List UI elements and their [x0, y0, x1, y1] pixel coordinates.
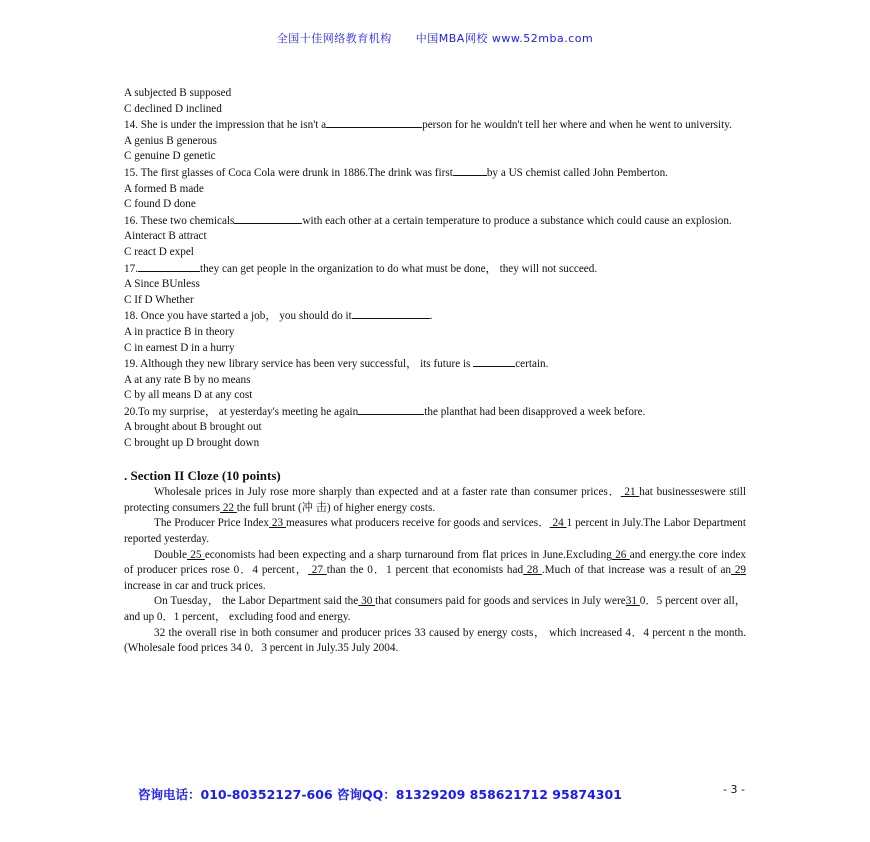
cloze-paragraph-2	[124, 516, 746, 547]
p4-text-c: 0．5 percent over all， and up 0．1 percent， excluding food and energy.	[124, 595, 747, 623]
q16-stem-post: with each other at a certain temperature to produce a substance which could cause an explosion.	[302, 214, 732, 227]
q15-stem	[124, 165, 746, 182]
blank-26: 26	[611, 548, 630, 561]
p3-text-c: and energy.the core index of producer prices rose 0．4 percent，	[124, 548, 747, 577]
q20-stem	[124, 404, 746, 421]
q19-stem	[124, 356, 746, 373]
p4-text-b: that consumers paid for goods and services in July were	[375, 595, 626, 608]
cloze-paragraph-4	[124, 594, 746, 625]
q20-options-ab: A brought about B brought out	[124, 421, 262, 434]
q16-options-cd: C react D expel	[124, 245, 194, 258]
p1-text-b: hat businesseswere still protecting consumers	[124, 486, 747, 514]
p2-text-c: 1 percent in July.The Labor Department reported yesterday.	[124, 517, 746, 546]
blank-23: 23	[268, 517, 286, 530]
q18-options-cd: C in earnest D in a hurry	[124, 341, 235, 354]
q16-blank	[234, 213, 302, 224]
q15-stem-pre: 15. The first glasses of Coca Cola were drunk in 1886.The drink was first	[124, 166, 453, 179]
q17-blank	[138, 261, 200, 272]
q18-options-ab: A in practice B in theory	[124, 325, 235, 338]
blank-21: 21	[620, 486, 640, 499]
blank-28: 28	[523, 564, 542, 577]
p3-text-b: economists had been expecting and a sharp turnaround from flat prices in June.Excluding	[204, 548, 612, 561]
p2-text-b: measures what producers receive for goods and services．	[286, 517, 550, 530]
cloze-paragraph-3	[124, 548, 746, 595]
q15-options-ab: A formed B made	[124, 182, 204, 195]
p1-text-a: Wholesale prices in July rose more sharply than expected and at a faster rate than consumer prices．	[154, 486, 621, 499]
q15-blank	[453, 165, 487, 176]
q20-options-cd: C brought up D brought down	[124, 437, 260, 450]
q17-stem-pre: 17.	[124, 262, 138, 275]
blank-25: 25	[186, 548, 205, 561]
q14-options-cd: C genuine D genetic	[124, 150, 216, 163]
q20-blank	[358, 404, 424, 415]
q15-stem-post: by a US chemist called John Pemberton.	[486, 166, 668, 179]
section-title: . Section II Cloze (10 points)	[124, 467, 281, 483]
q14-stem-pre: 14. She is under the impression that he isn't a	[124, 119, 327, 132]
q17-stem	[124, 261, 746, 278]
q17-options-ab: A Since BUnless	[124, 278, 200, 291]
blank-22: 22	[220, 501, 237, 514]
q14-options-ab: A genius B generous	[124, 134, 217, 147]
page-header	[0, 30, 870, 46]
p3-text-e: .Much of that increase was a result of an	[541, 564, 732, 577]
cloze-paragraph-1	[124, 485, 746, 516]
header-school[interactable]: 中国MBA网校 www.52mba.com	[415, 32, 594, 45]
q18-stem-pre: 18. Once you have started a job， you should do it	[124, 310, 352, 323]
p2-text-a: The Producer Price Index	[154, 517, 269, 530]
q15-options-cd: C found D done	[124, 198, 196, 211]
q16-stem	[124, 213, 746, 230]
p4-text-a: On Tuesday， the Labor Department said the	[154, 595, 359, 608]
q19-options-cd: C by all means D at any cost	[124, 389, 253, 402]
q19-stem-post: certain.	[515, 358, 549, 371]
q13-options-ab: A subjected B supposed	[124, 87, 232, 99]
q19-options-ab: A at any rate B by no means	[124, 373, 251, 386]
q17-stem-post: they can get people in the organization to do what must be done， they will not succeed.	[199, 262, 598, 275]
page-number: - 3 -	[723, 783, 745, 796]
q16-stem-pre: 16. These two chemicals	[124, 214, 235, 227]
q14-stem	[124, 117, 746, 134]
q20-stem-pre: 20.To my surprise， at yesterday's meeting he again	[124, 405, 359, 418]
header-org: 全国十佳网络教育机构	[276, 32, 392, 45]
q19-stem-pre: 19. Although they new library service has been very successful， its future is	[124, 358, 471, 371]
q18-blank	[352, 308, 430, 319]
footer-contact: 咨询电话：010-80352127-606 咨询QQ：81329209 858621712 95874301	[138, 787, 622, 802]
blank-29: 29	[731, 564, 747, 577]
q20-stem-post: the planthat had been disapproved a week before.	[424, 405, 646, 418]
q14-blank	[326, 117, 422, 128]
p1-text-c: the full brunt (冲 击) of higher energy costs.	[236, 501, 436, 514]
q14-stem-post: person for he wouldn't tell her where and when he went to university.	[422, 119, 732, 132]
q19-blank	[473, 356, 515, 367]
q13-options-cd: C declined D inclined	[124, 102, 222, 115]
q18-stem	[124, 308, 746, 325]
page-footer	[138, 785, 758, 803]
blank-30: 30	[358, 595, 376, 608]
blank-24: 24	[549, 517, 567, 530]
q18-stem-post: .	[429, 310, 433, 323]
document-body	[124, 86, 746, 657]
blank-27: 27	[307, 564, 327, 577]
q16-options-ab: Ainteract B attract	[124, 230, 207, 243]
p3-text-d: than the 0．1 percent that economists had	[326, 564, 524, 577]
q17-options-cd: C If D Whether	[124, 293, 194, 306]
p3-text-f: increase in car and truck prices.	[124, 579, 266, 592]
cloze-paragraph-5: 32 the overall rise in both consumer and producer prices 33 caused by energy costs， which increased 4．4 percent n the month.(Wholesale food prices 34 0．3 percent in July.35 July 2004.	[124, 626, 746, 655]
blank-31: 31	[625, 595, 640, 608]
p3-text-a: Double	[154, 548, 187, 561]
